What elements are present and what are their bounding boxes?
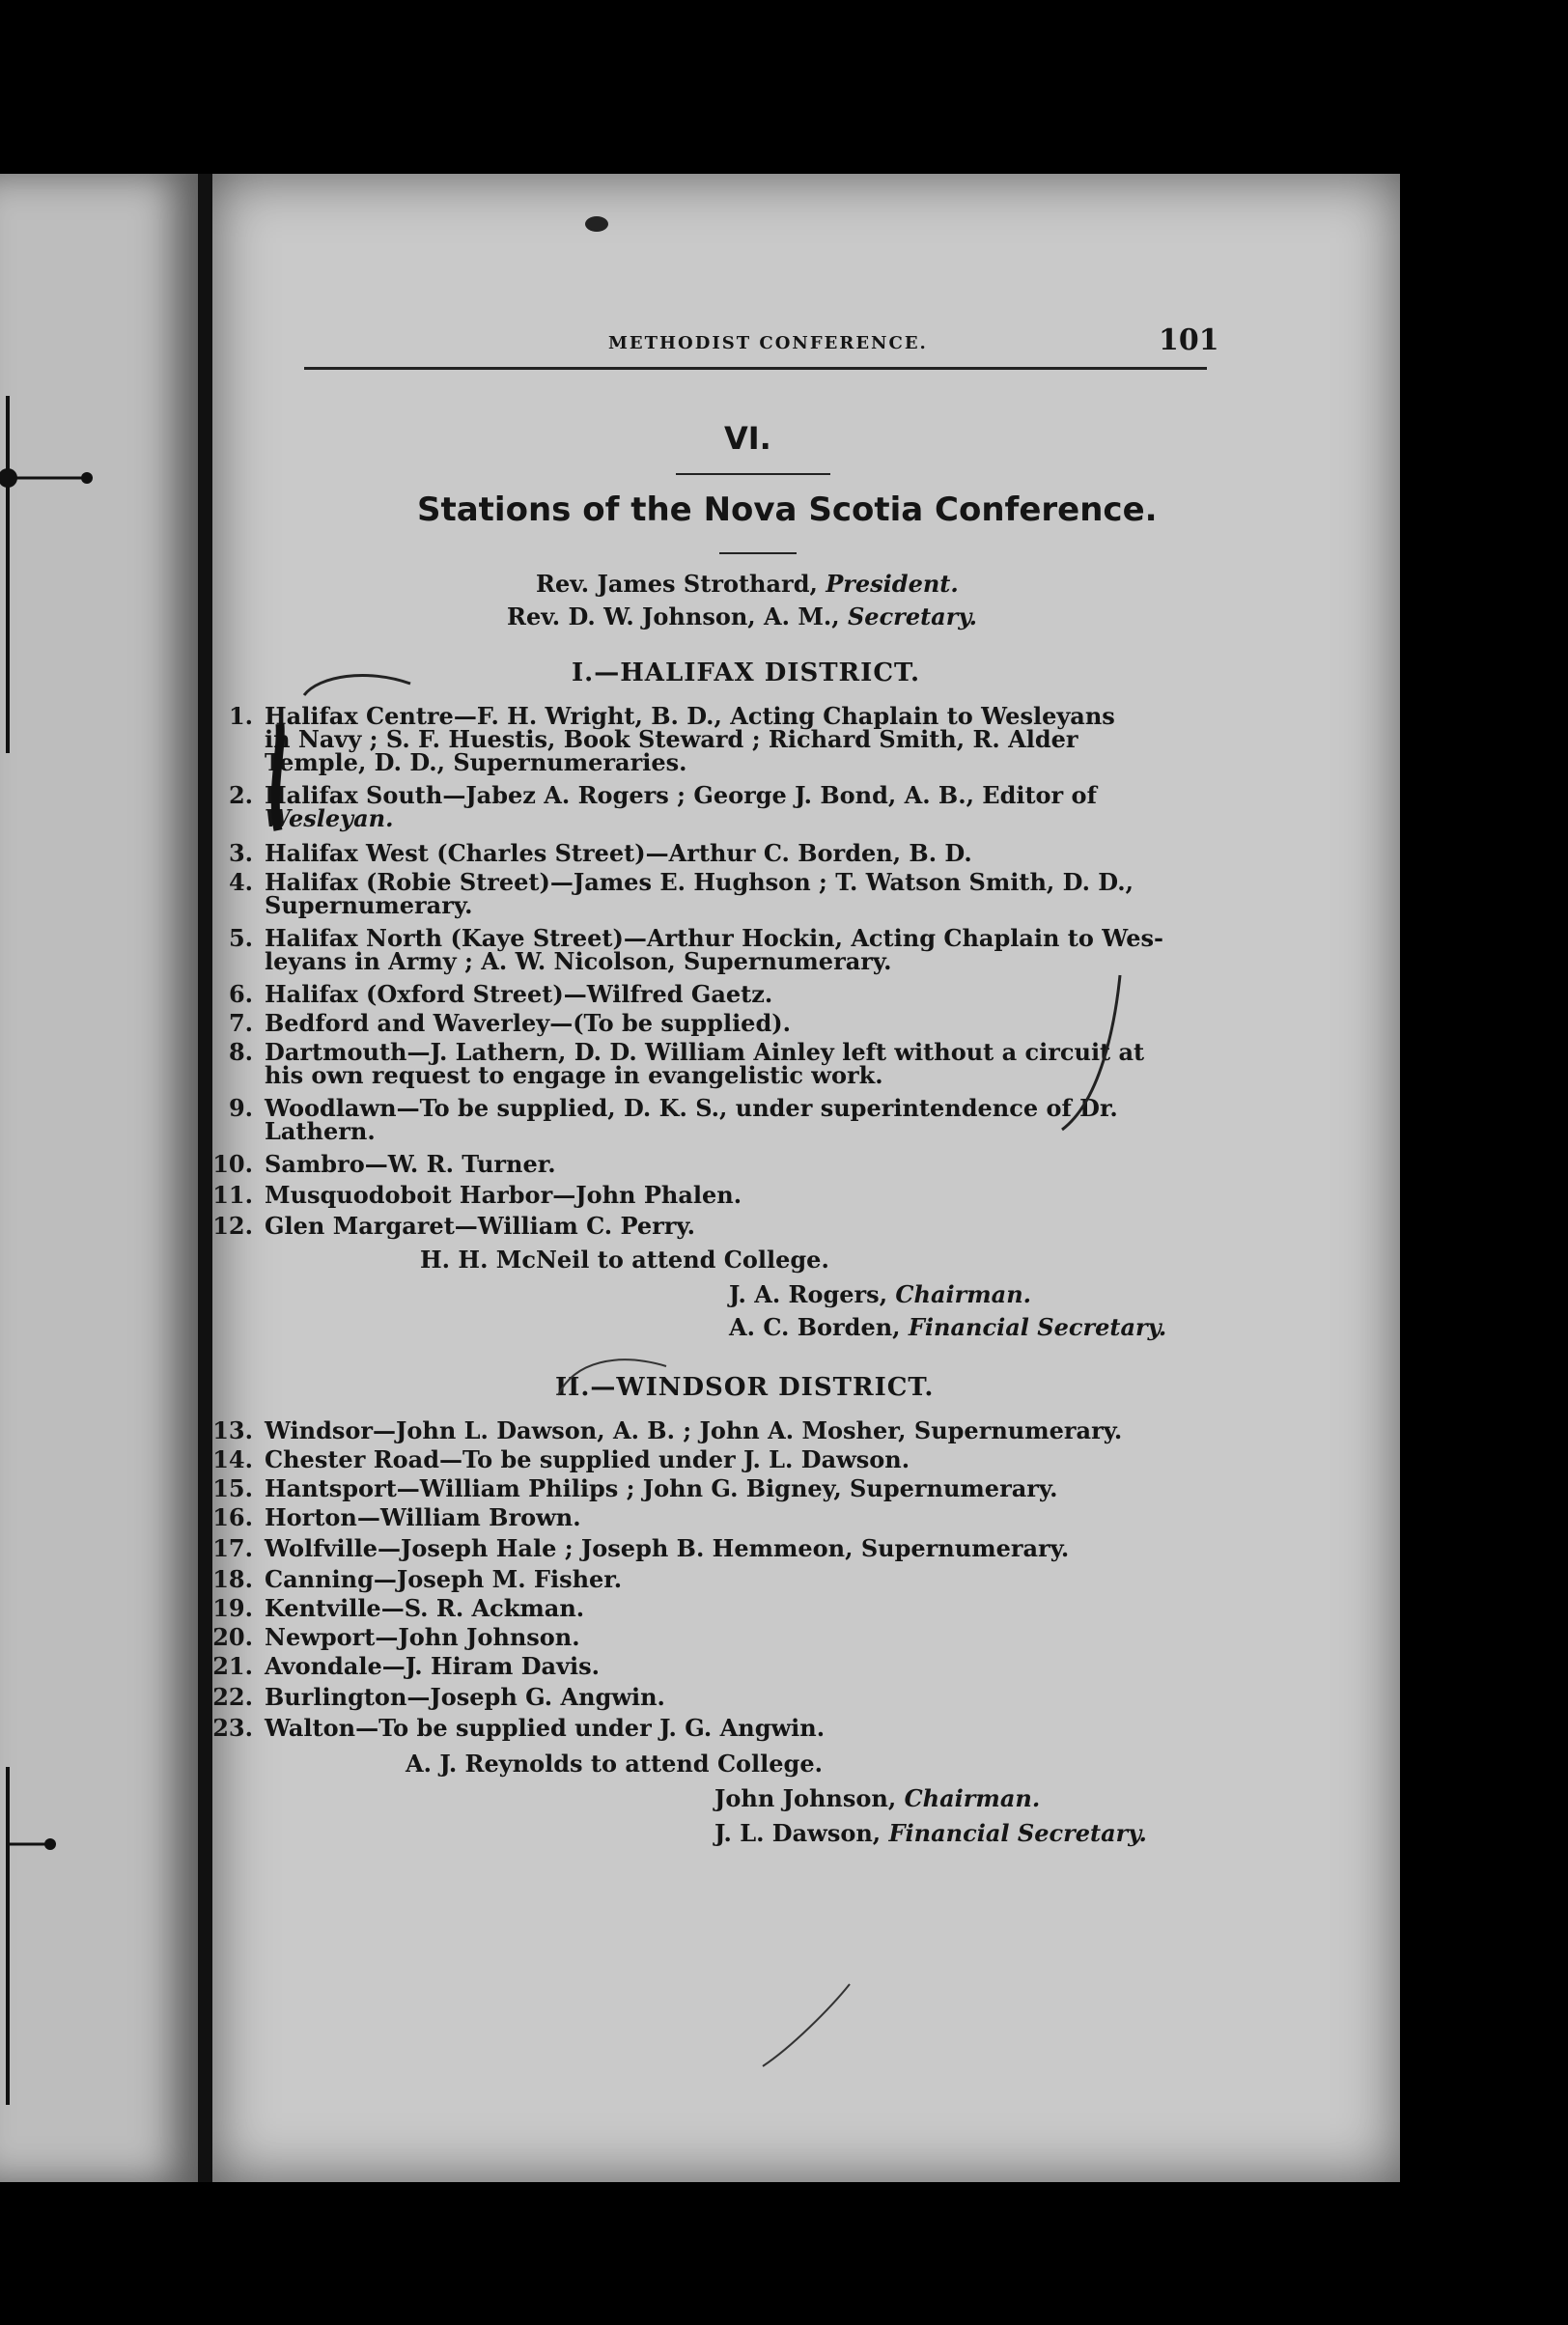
running-header: METHODIST CONFERENCE.: [608, 333, 928, 353]
station-entry: 16. Horton—William Brown.: [212, 1503, 581, 1531]
chairman-signature: John Johnson, Chairman.: [714, 1784, 1041, 1812]
district-note: A. J. Reynolds to attend College.: [406, 1750, 823, 1778]
pencil-marks-icon: [212, 174, 1400, 2182]
page-number: 101: [1159, 323, 1219, 357]
district-heading: II.—WINDSOR DISTRICT.: [555, 1373, 935, 1402]
district-heading: I.—HALIFAX DISTRICT.: [572, 658, 921, 687]
station-entry: 13. Windsor—John L. Dawson, A. B. ; John A. Mosher, Supernumerary.: [212, 1416, 1123, 1444]
page-sheet: [212, 174, 1400, 2182]
header-rule: [304, 367, 1207, 370]
station-entry: 23. Walton—To be supplied under J. G. Angwin.: [212, 1714, 826, 1742]
station-entry: 20. Newport—John Johnson.: [212, 1623, 580, 1651]
officer-secretary: Rev. D. W. Johnson, A. M., Secretary.: [507, 602, 977, 630]
station-entry: 5. Halifax North (Kaye Street)—Arthur Hockin, Acting Chaplain to Wes- leyans in Army ; A. W. Nicolson, Supernumerary.: [228, 924, 1163, 975]
station-entry: 10. Sambro—W. R. Turner.: [212, 1150, 556, 1178]
station-entry: 14. Chester Road—To be supplied under J. L. Dawson.: [212, 1445, 910, 1473]
station-entry: 4. Halifax (Robie Street)—James E. Hughson ; T. Watson Smith, D. D., Supernumerary.: [228, 868, 1134, 919]
station-entry: 7. Bedford and Waverley—(To be supplied).: [228, 1009, 791, 1037]
page-title: Stations of the Nova Scotia Conference.: [417, 490, 1158, 529]
short-rule: [719, 552, 797, 554]
station-entry: 8. Dartmouth—J. Lathern, D. D. William Ainley left without a circuit at his own request to engage in evangelistic work.: [228, 1038, 1145, 1089]
station-entry: 18. Canning—Joseph M. Fisher.: [212, 1565, 623, 1593]
station-entry: 12. Glen Margaret—William C. Perry.: [212, 1212, 695, 1240]
station-entry: 19. Kentville—S. R. Ackman.: [212, 1594, 585, 1622]
station-entry: 1. Halifax Centre—F. H. Wright, B. D., Acting Chaplain to Wesleyans in Navy ; S. F. Huestis, Book Steward ; Richard Smith, R. Alder Temple, D. D., Supernumeraries.: [228, 702, 1115, 776]
station-entry: 6. Halifax (Oxford Street)—Wilfred Gaetz.: [228, 980, 773, 1008]
officer-president: Rev. James Strothard, President.: [536, 570, 959, 598]
station-entry: 17. Wolfville—Joseph Hale ; Joseph B. Hemmeon, Supernumerary.: [212, 1534, 1070, 1562]
station-entry: 11. Musquodoboit Harbor—John Phalen.: [212, 1181, 742, 1209]
facing-page-edge: [0, 174, 203, 2182]
section-numeral: VI.: [724, 420, 771, 457]
station-entry: 15. Hantsport—William Philips ; John G. Bigney, Supernumerary.: [212, 1474, 1058, 1502]
station-entry: 2. Halifax South—Jabez A. Rogers ; George J. Bond, A. B., Editor of Wesleyan.: [228, 781, 1097, 832]
station-entry: 22. Burlington—Joseph G. Angwin.: [212, 1683, 665, 1711]
financial-secretary-signature: J. L. Dawson, Financial Secretary.: [714, 1819, 1147, 1847]
district-note: H. H. McNeil to attend College.: [420, 1246, 829, 1274]
financial-secretary-signature: A. C. Borden, Financial Secretary.: [729, 1313, 1167, 1341]
ornament-rule-icon: [0, 174, 203, 2182]
station-entry: 21. Avondale—J. Hiram Davis.: [212, 1652, 601, 1680]
ornament-rule: [676, 473, 830, 475]
station-entry: 3. Halifax West (Charles Street)—Arthur C. Borden, B. D.: [228, 839, 972, 867]
station-entry: 9. Woodlawn—To be supplied, D. K. S., under superintendence of Dr. Lathern.: [228, 1094, 1118, 1145]
chairman-signature: J. A. Rogers, Chairman.: [729, 1280, 1032, 1308]
